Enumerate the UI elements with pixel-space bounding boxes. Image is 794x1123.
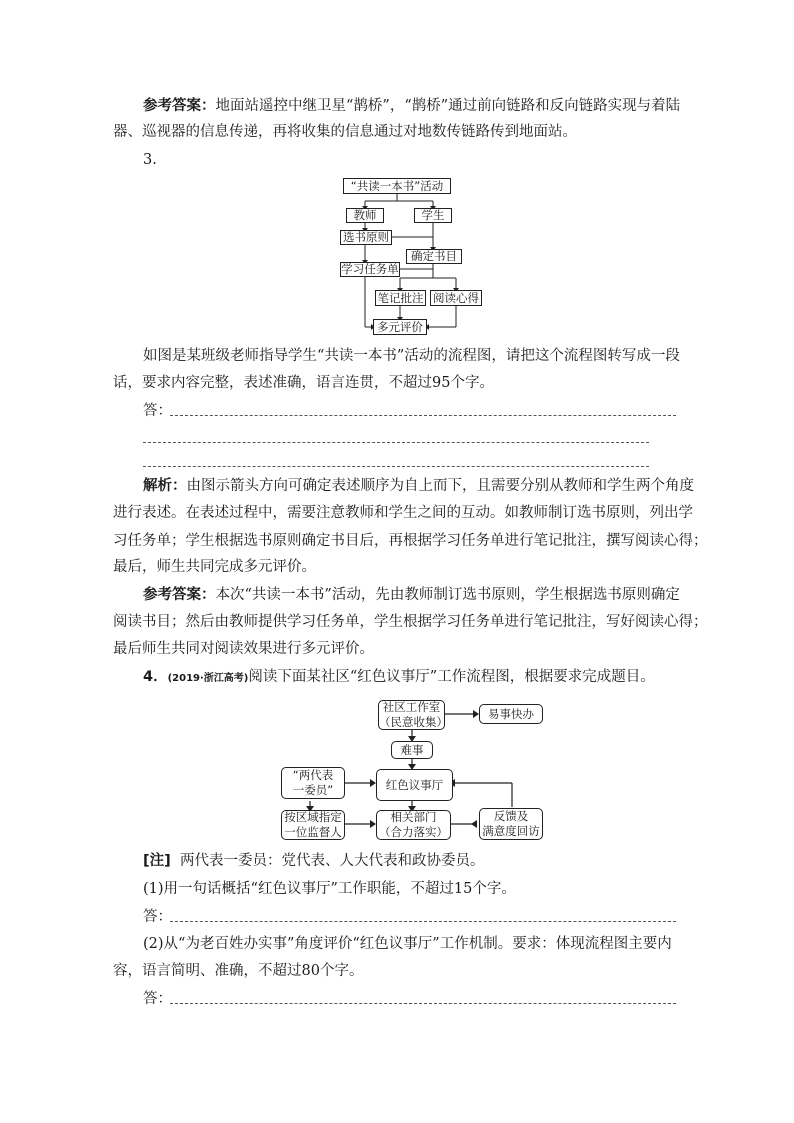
q3-analysis-line3: 习任务单；学生根据选书原则确定书目后，再根据学习任务单进行笔记批注，撰写阅读心得；: [113, 533, 708, 549]
q4-sub1-answer-line[interactable]: [170, 921, 676, 922]
q3-box-evaluation: 多元评价: [373, 319, 427, 335]
q4-box-reps: [281, 767, 345, 799]
q3-ref-line2: 阅读书目；然后由教师提供学习任务单，学生根据学习任务单进行笔记批注，写好阅读心得；: [113, 614, 708, 630]
q3-prompt-line2: 话，要求内容完整，表述准确，语言连贯，不超过95个字。: [113, 375, 494, 391]
q4-box-easy: 易事快办: [479, 704, 543, 724]
q4-box-depts: [376, 810, 451, 840]
q3-analysis-line2: 进行表述。在表述过程中，需要注意教师和学生之间的互动。如教师制订选书原则，列出学: [113, 505, 693, 521]
q4-sub2-answer-label: 答：: [143, 991, 172, 1007]
q4-reps-line1: “两代表: [292, 768, 334, 782]
q4-sub2-line2: 容，语言简明、准确，不超过80个字。: [113, 963, 364, 979]
q3-box-teacher: 教师: [346, 208, 384, 223]
q4-sub1: (1)用一句话概括“红色议事厅”工作职能，不超过15个字。: [143, 881, 516, 897]
q4-box-hard: 难事: [391, 741, 433, 759]
q4-feedback-line1: 反馈及: [493, 809, 529, 823]
q4-reps-line2: 一委员”: [292, 783, 334, 797]
q4-office-line1: 社区工作室: [382, 700, 441, 714]
q3-analysis-line4: 最后，师生共同完成多元评价。: [113, 559, 316, 575]
q4-intro: 阅读下面某社区“红色议事厅”工作流程图，根据要求完成题目。: [248, 669, 655, 685]
q3-analysis-label: 解析：: [143, 478, 187, 494]
q3-analysis-text1: 由图示箭头方向可确定表述顺序为自上而下，且需要分别从教师和学生两个角度: [186, 478, 694, 494]
q3-answer-label: 答：: [143, 403, 172, 419]
q3-box-reflection: 阅读心得: [430, 290, 482, 306]
q4-note: [143, 851, 484, 871]
q4-sub2-answer-line[interactable]: [170, 1003, 676, 1004]
q4-depts-line2: （合力落实）: [379, 825, 448, 839]
q3-prompt-line1: 如图是某班级老师指导学生“共读一本书”活动的流程图，请把这个流程图转写成一段: [143, 348, 680, 364]
q4-note-label: [注]: [143, 853, 171, 869]
q4-feedback-line2: 满意度回访: [482, 824, 540, 838]
q4-note-text: 两代表一委员：党代表、人大代表和政协委员。: [179, 853, 485, 869]
q4-office-line2: （民意收集）: [379, 715, 448, 729]
q4-supervisor-line1: 按区域指定: [284, 810, 342, 824]
q4-box-office: [378, 700, 448, 730]
q3-ref-text1: 本次“共读一本书”活动，先由教师制订选书原则，学生根据选书原则确定: [215, 587, 680, 603]
q3-box-student: 学生: [414, 208, 452, 223]
q3-ref-label: 参考答案：: [143, 587, 216, 603]
q3-box-book: 确定书目: [406, 249, 462, 264]
q4-source: (2019·浙江高考): [167, 673, 249, 684]
q2-answer-text1: 地面站遥控中继卫星“鹊桥”，“鹊桥”通过前向链路和反向链路实现与着陆: [215, 98, 681, 114]
q3-box-activity: “共读一本书”活动: [343, 178, 451, 194]
q2-answer-line2: 器、巡视器的信息传递，再将收集的信息通过对地数传链路传到地面站。: [113, 124, 577, 140]
q3-box-principle: 选书原则: [340, 230, 392, 245]
q4-box-feedback: [479, 808, 543, 840]
q4-number: 4．: [143, 669, 168, 685]
q2-answer-label: 参考答案：: [143, 98, 216, 114]
q3-number: 3.: [143, 152, 157, 168]
q4-sub1-answer-label: 答：: [143, 909, 172, 925]
q4-sub2-line1: (2)从“为老百姓办实事”角度评价“红色议事厅”工作机制。要求：体现流程图主要内: [143, 936, 672, 952]
q4-box-hall: 红色议事厅: [376, 769, 453, 801]
q3-box-notes: 笔记批注: [375, 290, 426, 306]
q4-supervisor-line2: 一位监督人: [284, 825, 342, 839]
q3-box-tasklist: 学习任务单: [341, 262, 399, 276]
q4-box-supervisor: [281, 810, 345, 840]
q3-ref-line3: 最后师生共同对阅读效果进行多元评价。: [113, 641, 374, 657]
q4-depts-line1: 相关部门: [390, 810, 437, 824]
